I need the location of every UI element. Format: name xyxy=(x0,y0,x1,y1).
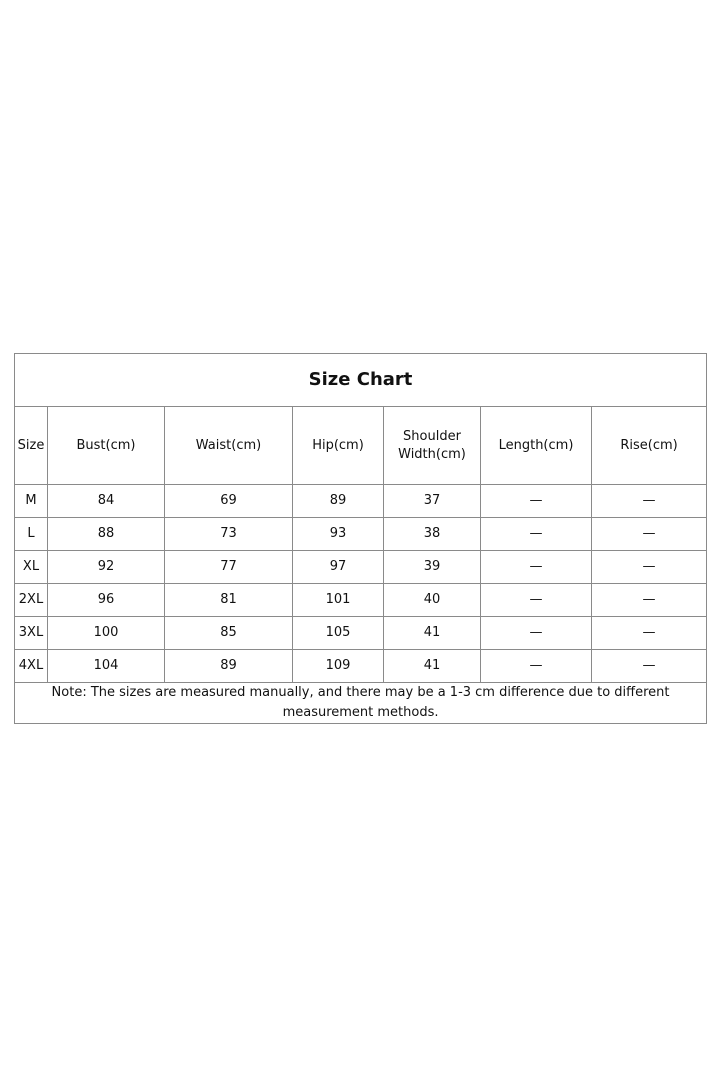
cell-bust: 96 xyxy=(48,584,165,617)
cell-hip: 105 xyxy=(293,617,384,650)
column-header-bust: Bust(cm) xyxy=(48,407,165,485)
cell-shoulder-width: 39 xyxy=(384,551,481,584)
cell-rise: — xyxy=(592,584,707,617)
cell-length: — xyxy=(481,617,592,650)
column-header-length: Length(cm) xyxy=(481,407,592,485)
cell-hip: 89 xyxy=(293,485,384,518)
measurement-note: Note: The sizes are measured manually, and there may be a 1-3 cm difference due to different measurement methods. xyxy=(15,683,707,724)
cell-waist: 73 xyxy=(165,518,293,551)
table-row xyxy=(15,584,707,617)
cell-size: L xyxy=(15,518,48,551)
table-row xyxy=(15,617,707,650)
cell-length: — xyxy=(481,584,592,617)
cell-waist: 69 xyxy=(165,485,293,518)
table-row xyxy=(15,551,707,584)
cell-rise: — xyxy=(592,650,707,683)
column-header-size: Size xyxy=(15,407,48,485)
cell-bust: 104 xyxy=(48,650,165,683)
cell-length: — xyxy=(481,485,592,518)
cell-hip: 93 xyxy=(293,518,384,551)
cell-hip: 101 xyxy=(293,584,384,617)
cell-length: — xyxy=(481,518,592,551)
cell-rise: — xyxy=(592,551,707,584)
cell-bust: 92 xyxy=(48,551,165,584)
cell-size: 3XL xyxy=(15,617,48,650)
cell-waist: 89 xyxy=(165,650,293,683)
cell-rise: — xyxy=(592,485,707,518)
cell-waist: 81 xyxy=(165,584,293,617)
cell-hip: 97 xyxy=(293,551,384,584)
cell-bust: 100 xyxy=(48,617,165,650)
cell-rise: — xyxy=(592,617,707,650)
header-row xyxy=(15,407,707,485)
cell-waist: 85 xyxy=(165,617,293,650)
cell-size: 2XL xyxy=(15,584,48,617)
cell-rise: — xyxy=(592,518,707,551)
column-header-shoulder-width: Shoulder Width(cm) xyxy=(384,407,481,485)
size-chart xyxy=(14,353,706,724)
column-header-waist: Waist(cm) xyxy=(165,407,293,485)
size-chart-table xyxy=(14,353,707,724)
cell-length: — xyxy=(481,650,592,683)
cell-shoulder-width: 41 xyxy=(384,650,481,683)
column-header-rise: Rise(cm) xyxy=(592,407,707,485)
cell-size: M xyxy=(15,485,48,518)
table-row xyxy=(15,485,707,518)
cell-waist: 77 xyxy=(165,551,293,584)
column-header-hip: Hip(cm) xyxy=(293,407,384,485)
cell-bust: 84 xyxy=(48,485,165,518)
cell-shoulder-width: 37 xyxy=(384,485,481,518)
table-title: Size Chart xyxy=(15,354,707,407)
cell-hip: 109 xyxy=(293,650,384,683)
cell-length: — xyxy=(481,551,592,584)
table-row xyxy=(15,518,707,551)
cell-bust: 88 xyxy=(48,518,165,551)
cell-shoulder-width: 40 xyxy=(384,584,481,617)
cell-size: 4XL xyxy=(15,650,48,683)
cell-shoulder-width: 38 xyxy=(384,518,481,551)
cell-size: XL xyxy=(15,551,48,584)
cell-shoulder-width: 41 xyxy=(384,617,481,650)
table-row xyxy=(15,650,707,683)
